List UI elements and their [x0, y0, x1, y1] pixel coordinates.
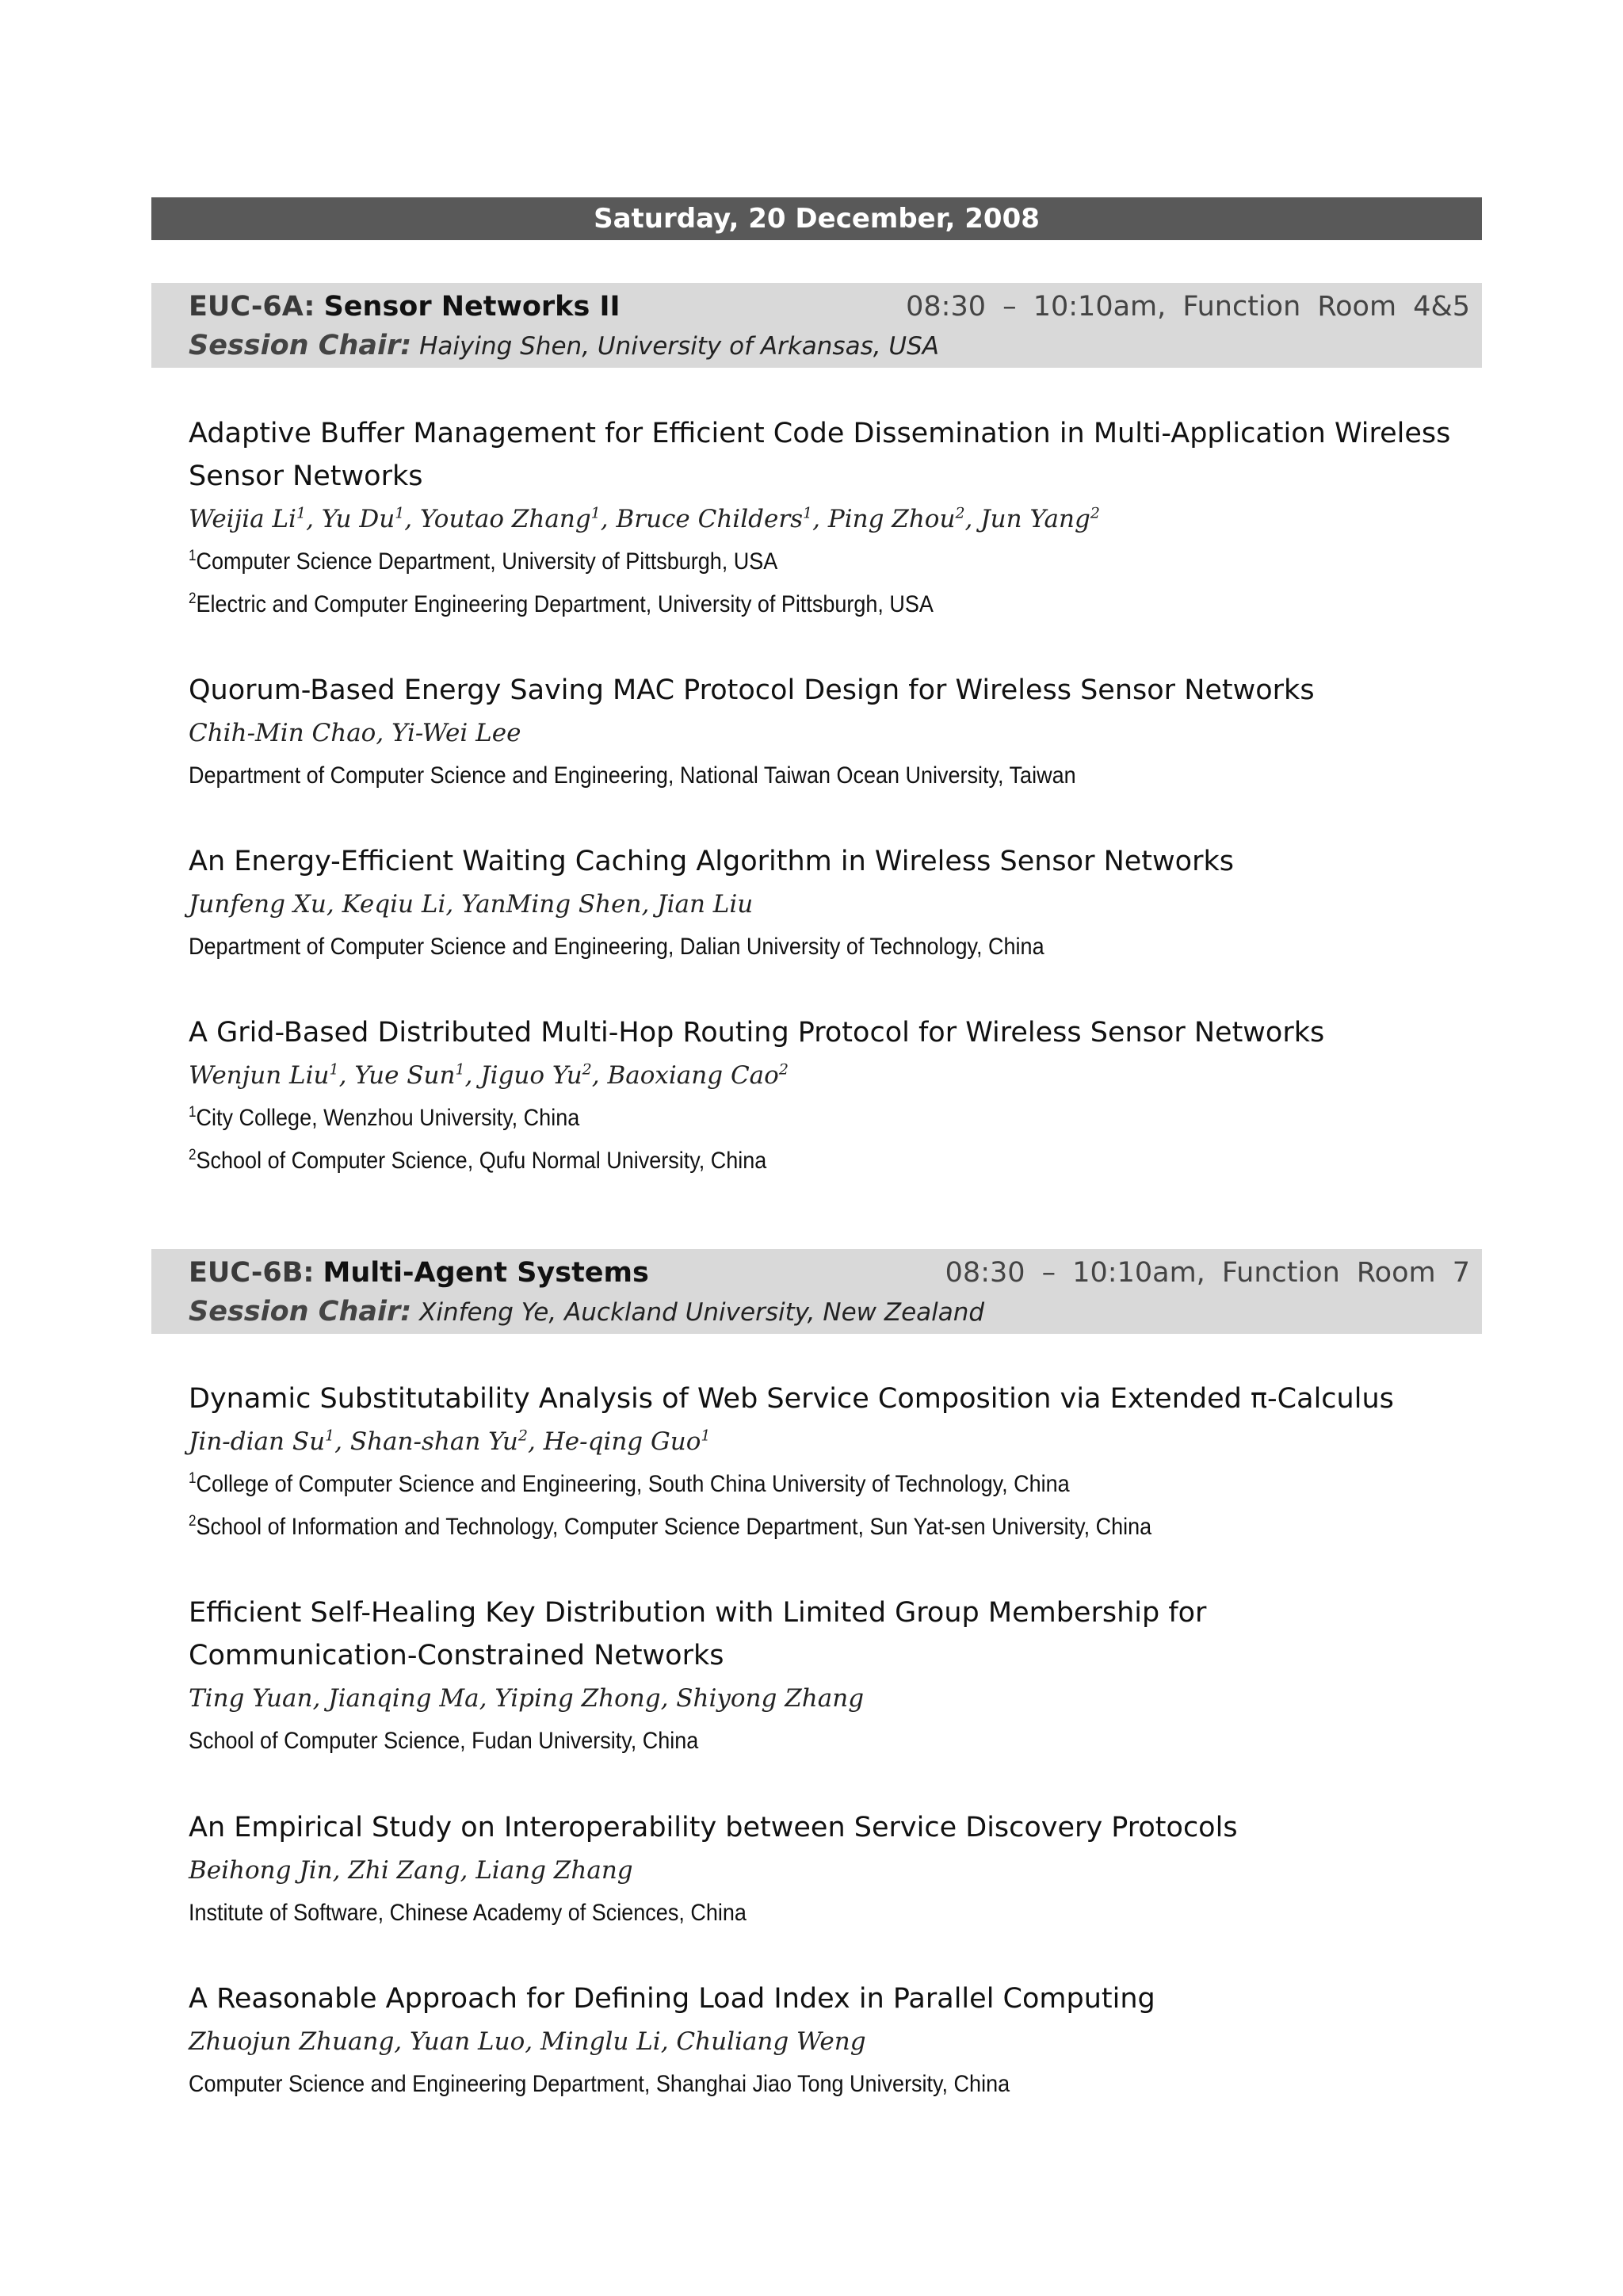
author-name: YanMing Shen: [461, 890, 642, 919]
paper-affiliation: [189, 1506, 1358, 1549]
author-name: Jun Yang: [980, 505, 1090, 533]
author-affiliation-mark: 1: [296, 504, 307, 522]
paper-title: Efficient Self-Healing Key Distribution with Limited Group Membership for: [189, 1597, 1207, 1629]
paper-authors: Weijia Li$^1$, Yu Du$^1$, Youtao Zhang$^1$, Bruce Childers$^1$, Ping Zhou$^2$, Jun Yang$^2$: [189, 504, 1100, 533]
author-affiliation-mark: 2: [778, 1060, 789, 1079]
paper-affiliation: [189, 583, 1358, 626]
affiliation-text: Computer Science and Engineering Department, Shanghai Jiao Tong University, China: [189, 2071, 1010, 2097]
session-chair: Haiying Shen, University of Arkansas, USA: [419, 332, 939, 361]
paper-title: A Grid-Based Distributed Multi-Hop Routing Protocol for Wireless Sensor Networks: [189, 1017, 1325, 1049]
affiliation-text: Electric and Computer Engineering Department, University of Pittsburgh, USA: [196, 591, 934, 617]
paper-authors: Junfeng Xu, Keqiu Li, YanMing Shen, Jian Liu: [189, 890, 754, 919]
author-name: Ping Zhou: [827, 505, 956, 533]
affiliation-text: Computer Science Department, University of Pittsburgh, USA: [196, 548, 778, 575]
paper-title: A Reasonable Approach for Defining Load Index in Parallel Computing: [189, 1983, 1155, 2015]
session-header: [151, 1249, 1482, 1334]
paper-authors: Zhuojun Zhuang, Yuan Luo, Minglu Li, Chuliang Weng: [189, 2027, 866, 2056]
paper: [189, 669, 1488, 797]
paper-title: An Empirical Study on Interoperability between Service Discovery Protocols: [189, 1812, 1238, 1843]
affiliation-mark: 2: [189, 1513, 197, 1530]
author-name: Jian Liu: [657, 890, 754, 919]
paper-title: An Energy-Efficient Waiting Caching Algorithm in Wireless Sensor Networks: [189, 846, 1234, 877]
author-name: Junfeng Xu: [189, 890, 327, 919]
affiliation-text: School of Computer Science, Qufu Normal University, China: [196, 1148, 767, 1174]
author-name: Yi-Wei Lee: [391, 719, 521, 747]
author-name: Beihong Jin: [189, 1856, 333, 1885]
paper: [189, 840, 1488, 968]
author-name: Weijia Li: [189, 505, 296, 533]
session-title-line: [189, 289, 621, 324]
paper-affiliation: [189, 1720, 1358, 1763]
session-time: 08:30 – 10:10am, Function Room 7: [945, 1257, 1470, 1289]
paper-authors: Beihong Jin, Zhi Zang, Liang Zhang: [189, 1856, 633, 1885]
author-name: Yu Du: [321, 505, 395, 533]
author-name: Youtao Zhang: [420, 505, 591, 533]
author-name: Yuan Luo: [410, 2027, 525, 2056]
author-name: Jianqing Ma: [328, 1684, 479, 1713]
paper: [189, 1977, 1488, 2106]
affiliation-text: School of Computer Science, Fudan University, China: [189, 1728, 699, 1754]
session-chair: Xinfeng Ye, Auckland University, New Zealand: [419, 1298, 985, 1327]
author-name: Jiguo Yu: [480, 1061, 582, 1090]
author-name: Yue Sun: [354, 1061, 456, 1090]
affiliation-mark: 2: [189, 1147, 197, 1163]
paper-title: Dynamic Substitutability Analysis of Web Service Composition via Extended π-Calculus: [189, 1383, 1394, 1415]
session-code: EUC-6B:: [189, 1257, 315, 1289]
paper-title: Communication-Constrained Networks: [189, 1640, 724, 1671]
session-title-line: [189, 1255, 649, 1290]
affiliation-text: City College, Wenzhou University, China: [196, 1105, 580, 1131]
author-name: Chuliang Weng: [676, 2027, 866, 2056]
paper-title: Adaptive Buffer Management for Efficient Code Dissemination in Multi-Application Wireless: [189, 418, 1451, 449]
author-affiliation-mark: 1: [455, 1060, 465, 1079]
paper-title: Sensor Networks: [189, 460, 423, 492]
author-affiliation-mark: 1: [701, 1427, 711, 1445]
paper-authors: Wenjun Liu$^1$, Yue Sun$^1$, Jiguo Yu$^2$, Baoxiang Cao$^2$: [189, 1060, 789, 1090]
author-affiliation-mark: 2: [955, 504, 965, 522]
author-name: Shan-shan Yu: [349, 1427, 518, 1456]
paper: [189, 1011, 1488, 1182]
paper: [189, 1591, 1488, 1763]
affiliation-mark: 1: [189, 548, 197, 564]
author-name: Ting Yuan: [189, 1684, 313, 1713]
author-name: Liang Zhang: [475, 1856, 633, 1885]
author-name: He-qing Guo: [543, 1427, 701, 1456]
session-chair-label: Session Chair:: [189, 330, 412, 361]
author-name: Keqiu Li: [342, 890, 446, 919]
author-affiliation-mark: 1: [590, 504, 601, 522]
session-title: Multi-Agent Systems: [323, 1257, 649, 1289]
affiliation-text: College of Computer Science and Engineering, South China University of Technology, China: [196, 1471, 1070, 1497]
paper-title: Quorum-Based Energy Saving MAC Protocol Design for Wireless Sensor Networks: [189, 674, 1315, 706]
session-chair-label: Session Chair:: [189, 1296, 412, 1328]
affiliation-text: Department of Computer Science and Engineering, Dalian University of Technology, China: [189, 934, 1044, 960]
author-affiliation-mark: 1: [803, 504, 813, 522]
affiliation-text: Institute of Software, Chinese Academy of Sciences, China: [189, 1900, 747, 1926]
paper: [189, 1377, 1488, 1549]
author-affiliation-mark: 1: [329, 1060, 339, 1079]
paper-affiliation: [189, 1140, 1358, 1182]
author-name: Yiping Zhong: [495, 1684, 661, 1713]
paper-authors: Chih-Min Chao, Yi-Wei Lee: [189, 719, 521, 747]
paper-affiliation: [189, 1097, 1358, 1140]
author-name: Minglu Li: [540, 2027, 661, 2056]
author-name: Shiyong Zhang: [676, 1684, 865, 1713]
paper: [189, 412, 1488, 626]
author-name: Chih-Min Chao: [189, 719, 376, 747]
author-affiliation-mark: 1: [325, 1427, 335, 1445]
affiliation-text: Department of Computer Science and Engineering, National Taiwan Ocean University, Taiwan: [189, 762, 1076, 789]
author-affiliation-mark: 2: [582, 1060, 592, 1079]
author-affiliation-mark: 1: [395, 504, 405, 522]
paper-affiliation: [189, 926, 1358, 968]
day-banner: Saturday, 20 December, 2008: [151, 197, 1482, 240]
paper-affiliation: [189, 1463, 1358, 1506]
paper-affiliation: [189, 2063, 1358, 2106]
author-affiliation-mark: 2: [517, 1427, 528, 1445]
author-name: Baoxiang Cao: [607, 1061, 779, 1090]
author-name: Zhuojun Zhuang: [189, 2027, 395, 2056]
session-title: Sensor Networks II: [323, 291, 621, 323]
paper-affiliation: [189, 1892, 1358, 1935]
session-header: [151, 283, 1482, 368]
paper-authors: Jin-dian Su$^1$, Shan-shan Yu$^2$, He-qing Guo$^1$: [189, 1427, 711, 1456]
author-name: Jin-dian Su: [189, 1427, 326, 1456]
affiliation-mark: 1: [189, 1470, 197, 1487]
paper: [189, 1806, 1488, 1935]
session-code: EUC-6A:: [189, 291, 315, 323]
author-affiliation-mark: 2: [1090, 504, 1100, 522]
session-chair-line: [189, 1295, 984, 1329]
affiliation-mark: 1: [189, 1104, 197, 1121]
session-time: 08:30 – 10:10am, Function Room 4&5: [906, 291, 1470, 323]
author-name: Bruce Childers: [616, 505, 804, 533]
paper-affiliation: [189, 541, 1358, 583]
affiliation-text: School of Information and Technology, Computer Science Department, Sun Yat-sen University, China: [196, 1514, 1152, 1540]
paper-affiliation: [189, 755, 1358, 797]
paper-authors: Ting Yuan, Jianqing Ma, Yiping Zhong, Shiyong Zhang: [189, 1684, 865, 1713]
author-name: Wenjun Liu: [189, 1061, 330, 1090]
session-chair-line: [189, 329, 939, 363]
affiliation-mark: 2: [189, 590, 197, 607]
author-name: Zhi Zang: [348, 1856, 460, 1885]
